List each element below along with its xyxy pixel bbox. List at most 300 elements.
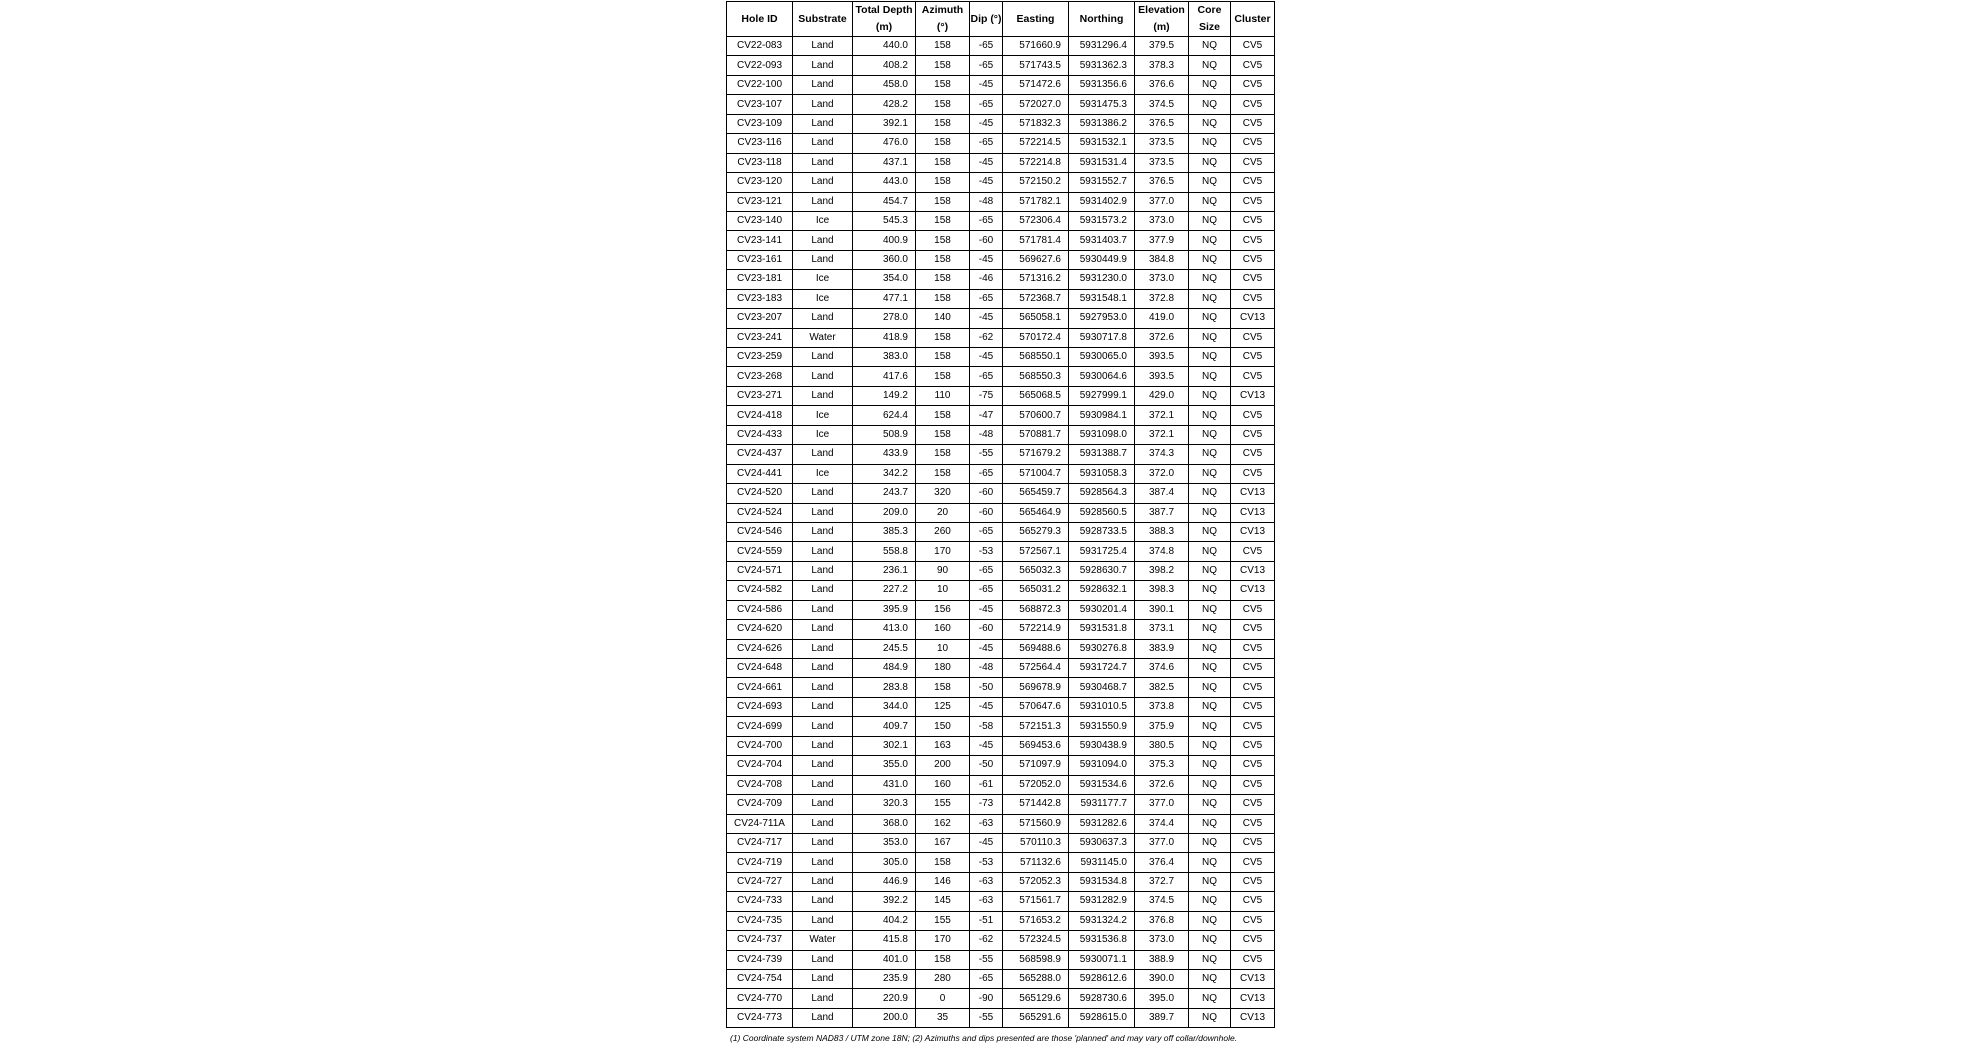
cell-elevation: 372.7 bbox=[1135, 872, 1189, 891]
cell-hole-id: CV24-571 bbox=[727, 561, 793, 580]
cell-northing: 5931724.7 bbox=[1069, 659, 1135, 678]
cell-northing: 5931548.1 bbox=[1069, 289, 1135, 308]
cell-northing: 5930438.9 bbox=[1069, 736, 1135, 755]
cell-azimuth: 158 bbox=[916, 134, 970, 153]
cell-hole-id: CV23-140 bbox=[727, 211, 793, 230]
cell-azimuth: 0 bbox=[916, 989, 970, 1008]
cell-azimuth: 158 bbox=[916, 950, 970, 969]
cell-total-depth: 220.9 bbox=[853, 989, 916, 1008]
cell-easting: 572214.5 bbox=[1003, 134, 1069, 153]
cell-easting: 570600.7 bbox=[1003, 406, 1069, 425]
column-header-hole-id: Hole ID bbox=[727, 2, 793, 37]
table-row bbox=[727, 872, 1275, 891]
cell-northing: 5931296.4 bbox=[1069, 37, 1135, 56]
cell-substrate: Land bbox=[793, 484, 853, 503]
cell-northing: 5931386.2 bbox=[1069, 114, 1135, 133]
cell-hole-id: CV24-735 bbox=[727, 911, 793, 930]
table-row bbox=[727, 270, 1275, 289]
cell-core-size: NQ bbox=[1189, 659, 1231, 678]
cell-hole-id: CV22-093 bbox=[727, 56, 793, 75]
cell-dip: -45 bbox=[970, 75, 1003, 94]
cell-core-size: NQ bbox=[1189, 581, 1231, 600]
cell-easting: 572214.9 bbox=[1003, 620, 1069, 639]
cell-total-depth: 245.5 bbox=[853, 639, 916, 658]
cell-elevation: 376.5 bbox=[1135, 173, 1189, 192]
cell-cluster: CV5 bbox=[1231, 620, 1275, 639]
cell-cluster: CV5 bbox=[1231, 328, 1275, 347]
cell-cluster: CV5 bbox=[1231, 736, 1275, 755]
cell-elevation: 374.4 bbox=[1135, 814, 1189, 833]
cell-northing: 5930064.6 bbox=[1069, 367, 1135, 386]
cell-dip: -47 bbox=[970, 406, 1003, 425]
column-header-cluster: Cluster bbox=[1231, 2, 1275, 37]
cell-core-size: NQ bbox=[1189, 56, 1231, 75]
cell-northing: 5930984.1 bbox=[1069, 406, 1135, 425]
cell-northing: 5928615.0 bbox=[1069, 1008, 1135, 1027]
cell-cluster: CV5 bbox=[1231, 872, 1275, 891]
cell-substrate: Land bbox=[793, 445, 853, 464]
cell-hole-id: CV24-699 bbox=[727, 717, 793, 736]
cell-cluster: CV5 bbox=[1231, 211, 1275, 230]
cell-elevation: 387.4 bbox=[1135, 484, 1189, 503]
cell-substrate: Land bbox=[793, 348, 853, 367]
cell-core-size: NQ bbox=[1189, 367, 1231, 386]
cell-dip: -73 bbox=[970, 795, 1003, 814]
cell-elevation: 377.9 bbox=[1135, 231, 1189, 250]
cell-total-depth: 476.0 bbox=[853, 134, 916, 153]
cell-dip: -60 bbox=[970, 231, 1003, 250]
cell-substrate: Land bbox=[793, 173, 853, 192]
cell-easting: 570172.4 bbox=[1003, 328, 1069, 347]
cell-azimuth: 160 bbox=[916, 620, 970, 639]
cell-elevation: 373.0 bbox=[1135, 270, 1189, 289]
cell-dip: -53 bbox=[970, 853, 1003, 872]
cell-core-size: NQ bbox=[1189, 814, 1231, 833]
cell-substrate: Land bbox=[793, 678, 853, 697]
cell-azimuth: 158 bbox=[916, 425, 970, 444]
table-row bbox=[727, 309, 1275, 328]
table-row bbox=[727, 153, 1275, 172]
cell-northing: 5930449.9 bbox=[1069, 250, 1135, 269]
cell-core-size: NQ bbox=[1189, 386, 1231, 405]
cell-dip: -46 bbox=[970, 270, 1003, 289]
cell-easting: 571743.5 bbox=[1003, 56, 1069, 75]
cell-elevation: 388.9 bbox=[1135, 950, 1189, 969]
cell-hole-id: CV24-727 bbox=[727, 872, 793, 891]
cell-azimuth: 158 bbox=[916, 406, 970, 425]
cell-easting: 569488.6 bbox=[1003, 639, 1069, 658]
cell-easting: 571472.6 bbox=[1003, 75, 1069, 94]
cell-core-size: NQ bbox=[1189, 75, 1231, 94]
cell-total-depth: 385.3 bbox=[853, 522, 916, 541]
cell-core-size: NQ bbox=[1189, 309, 1231, 328]
cell-hole-id: CV23-271 bbox=[727, 386, 793, 405]
cell-dip: -55 bbox=[970, 445, 1003, 464]
cell-total-depth: 404.2 bbox=[853, 911, 916, 930]
cell-total-depth: 149.2 bbox=[853, 386, 916, 405]
cell-substrate: Ice bbox=[793, 406, 853, 425]
cell-core-size: NQ bbox=[1189, 561, 1231, 580]
cell-easting: 571316.2 bbox=[1003, 270, 1069, 289]
cell-azimuth: 260 bbox=[916, 522, 970, 541]
cell-hole-id: CV23-141 bbox=[727, 231, 793, 250]
cell-northing: 5931098.0 bbox=[1069, 425, 1135, 444]
cell-cluster: CV5 bbox=[1231, 853, 1275, 872]
cell-elevation: 379.5 bbox=[1135, 37, 1189, 56]
cell-cluster: CV5 bbox=[1231, 445, 1275, 464]
cell-easting: 572324.5 bbox=[1003, 931, 1069, 950]
table-row bbox=[727, 678, 1275, 697]
cell-core-size: NQ bbox=[1189, 950, 1231, 969]
cell-total-depth: 283.8 bbox=[853, 678, 916, 697]
cell-northing: 5930468.7 bbox=[1069, 678, 1135, 697]
table-row bbox=[727, 717, 1275, 736]
cell-cluster: CV5 bbox=[1231, 464, 1275, 483]
cell-northing: 5927953.0 bbox=[1069, 309, 1135, 328]
cell-cluster: CV13 bbox=[1231, 581, 1275, 600]
cell-dip: -45 bbox=[970, 250, 1003, 269]
cell-core-size: NQ bbox=[1189, 931, 1231, 950]
cell-elevation: 395.0 bbox=[1135, 989, 1189, 1008]
cell-substrate: Water bbox=[793, 931, 853, 950]
table-row bbox=[727, 697, 1275, 716]
cell-substrate: Land bbox=[793, 756, 853, 775]
cell-azimuth: 146 bbox=[916, 872, 970, 891]
cell-northing: 5931550.9 bbox=[1069, 717, 1135, 736]
cell-azimuth: 158 bbox=[916, 328, 970, 347]
cell-elevation: 377.0 bbox=[1135, 192, 1189, 211]
cell-substrate: Land bbox=[793, 542, 853, 561]
table-row bbox=[727, 911, 1275, 930]
cell-total-depth: 428.2 bbox=[853, 95, 916, 114]
cell-hole-id: CV24-739 bbox=[727, 950, 793, 969]
cell-easting: 572052.3 bbox=[1003, 872, 1069, 891]
cell-total-depth: 433.9 bbox=[853, 445, 916, 464]
cell-cluster: CV5 bbox=[1231, 75, 1275, 94]
cell-elevation: 377.0 bbox=[1135, 833, 1189, 852]
cell-core-size: NQ bbox=[1189, 114, 1231, 133]
cell-total-depth: 624.4 bbox=[853, 406, 916, 425]
cell-substrate: Land bbox=[793, 795, 853, 814]
table-row bbox=[727, 37, 1275, 56]
cell-northing: 5931534.6 bbox=[1069, 775, 1135, 794]
cell-dip: -53 bbox=[970, 542, 1003, 561]
cell-hole-id: CV23-241 bbox=[727, 328, 793, 347]
cell-cluster: CV5 bbox=[1231, 250, 1275, 269]
cell-substrate: Land bbox=[793, 95, 853, 114]
cell-dip: -65 bbox=[970, 970, 1003, 989]
cell-northing: 5931552.7 bbox=[1069, 173, 1135, 192]
cell-easting: 568872.3 bbox=[1003, 600, 1069, 619]
cell-dip: -60 bbox=[970, 503, 1003, 522]
cell-substrate: Ice bbox=[793, 425, 853, 444]
cell-elevation: 372.0 bbox=[1135, 464, 1189, 483]
cell-cluster: CV5 bbox=[1231, 775, 1275, 794]
cell-azimuth: 162 bbox=[916, 814, 970, 833]
cell-easting: 568550.1 bbox=[1003, 348, 1069, 367]
table-row bbox=[727, 484, 1275, 503]
cell-cluster: CV13 bbox=[1231, 561, 1275, 580]
cell-core-size: NQ bbox=[1189, 697, 1231, 716]
cell-total-depth: 243.7 bbox=[853, 484, 916, 503]
cell-elevation: 373.1 bbox=[1135, 620, 1189, 639]
cell-core-size: NQ bbox=[1189, 853, 1231, 872]
cell-total-depth: 383.0 bbox=[853, 348, 916, 367]
cell-azimuth: 158 bbox=[916, 56, 970, 75]
cell-cluster: CV5 bbox=[1231, 95, 1275, 114]
cell-easting: 571660.9 bbox=[1003, 37, 1069, 56]
cell-elevation: 373.0 bbox=[1135, 931, 1189, 950]
cell-cluster: CV5 bbox=[1231, 425, 1275, 444]
cell-dip: -63 bbox=[970, 892, 1003, 911]
cell-total-depth: 558.8 bbox=[853, 542, 916, 561]
cell-hole-id: CV24-733 bbox=[727, 892, 793, 911]
cell-dip: -65 bbox=[970, 95, 1003, 114]
cell-northing: 5931532.1 bbox=[1069, 134, 1135, 153]
cell-northing: 5931356.6 bbox=[1069, 75, 1135, 94]
cell-azimuth: 280 bbox=[916, 970, 970, 989]
table-row bbox=[727, 445, 1275, 464]
cell-northing: 5928564.3 bbox=[1069, 484, 1135, 503]
cell-core-size: NQ bbox=[1189, 134, 1231, 153]
cell-substrate: Land bbox=[793, 950, 853, 969]
cell-easting: 572214.8 bbox=[1003, 153, 1069, 172]
cell-hole-id: CV24-700 bbox=[727, 736, 793, 755]
cell-total-depth: 415.8 bbox=[853, 931, 916, 950]
table-row bbox=[727, 406, 1275, 425]
cell-azimuth: 10 bbox=[916, 639, 970, 658]
table-row bbox=[727, 970, 1275, 989]
cell-substrate: Land bbox=[793, 114, 853, 133]
cell-northing: 5928730.6 bbox=[1069, 989, 1135, 1008]
cell-azimuth: 158 bbox=[916, 95, 970, 114]
table-row bbox=[727, 56, 1275, 75]
table-row bbox=[727, 1008, 1275, 1027]
cell-hole-id: CV22-083 bbox=[727, 37, 793, 56]
cell-cluster: CV5 bbox=[1231, 814, 1275, 833]
cell-hole-id: CV24-520 bbox=[727, 484, 793, 503]
cell-core-size: NQ bbox=[1189, 989, 1231, 1008]
cell-northing: 5931177.7 bbox=[1069, 795, 1135, 814]
column-header-total-depth: Total Depth (m) bbox=[853, 2, 916, 37]
cell-hole-id: CV23-161 bbox=[727, 250, 793, 269]
cell-azimuth: 180 bbox=[916, 659, 970, 678]
cell-hole-id: CV24-582 bbox=[727, 581, 793, 600]
cell-cluster: CV13 bbox=[1231, 484, 1275, 503]
table-row bbox=[727, 989, 1275, 1008]
cell-dip: -65 bbox=[970, 561, 1003, 580]
cell-cluster: CV5 bbox=[1231, 717, 1275, 736]
cell-elevation: 389.7 bbox=[1135, 1008, 1189, 1027]
cell-easting: 571004.7 bbox=[1003, 464, 1069, 483]
cell-hole-id: CV24-620 bbox=[727, 620, 793, 639]
cell-hole-id: CV23-207 bbox=[727, 309, 793, 328]
cell-elevation: 390.1 bbox=[1135, 600, 1189, 619]
cell-hole-id: CV24-626 bbox=[727, 639, 793, 658]
cell-azimuth: 160 bbox=[916, 775, 970, 794]
cell-substrate: Ice bbox=[793, 289, 853, 308]
cell-total-depth: 413.0 bbox=[853, 620, 916, 639]
cell-cluster: CV5 bbox=[1231, 639, 1275, 658]
cell-dip: -45 bbox=[970, 600, 1003, 619]
cell-total-depth: 446.9 bbox=[853, 872, 916, 891]
cell-elevation: 372.6 bbox=[1135, 775, 1189, 794]
table-row bbox=[727, 795, 1275, 814]
cell-total-depth: 355.0 bbox=[853, 756, 916, 775]
cell-easting: 565068.5 bbox=[1003, 386, 1069, 405]
cell-northing: 5931531.8 bbox=[1069, 620, 1135, 639]
cell-elevation: 372.1 bbox=[1135, 406, 1189, 425]
cell-substrate: Land bbox=[793, 970, 853, 989]
cell-dip: -63 bbox=[970, 814, 1003, 833]
cell-substrate: Land bbox=[793, 309, 853, 328]
cell-northing: 5930065.0 bbox=[1069, 348, 1135, 367]
cell-core-size: NQ bbox=[1189, 892, 1231, 911]
cell-northing: 5930717.8 bbox=[1069, 328, 1135, 347]
cell-hole-id: CV24-708 bbox=[727, 775, 793, 794]
cell-core-size: NQ bbox=[1189, 348, 1231, 367]
cell-substrate: Land bbox=[793, 250, 853, 269]
cell-elevation: 374.6 bbox=[1135, 659, 1189, 678]
cell-northing: 5931475.3 bbox=[1069, 95, 1135, 114]
cell-cluster: CV5 bbox=[1231, 231, 1275, 250]
cell-northing: 5928612.6 bbox=[1069, 970, 1135, 989]
cell-total-depth: 354.0 bbox=[853, 270, 916, 289]
cell-azimuth: 158 bbox=[916, 211, 970, 230]
cell-easting: 570647.6 bbox=[1003, 697, 1069, 716]
cell-easting: 572052.0 bbox=[1003, 775, 1069, 794]
cell-core-size: NQ bbox=[1189, 522, 1231, 541]
cell-easting: 572564.4 bbox=[1003, 659, 1069, 678]
cell-total-depth: 236.1 bbox=[853, 561, 916, 580]
cell-total-depth: 320.3 bbox=[853, 795, 916, 814]
cell-hole-id: CV24-437 bbox=[727, 445, 793, 464]
cell-core-size: NQ bbox=[1189, 833, 1231, 852]
cell-elevation: 374.5 bbox=[1135, 95, 1189, 114]
cell-easting: 571132.6 bbox=[1003, 853, 1069, 872]
cell-northing: 5931010.5 bbox=[1069, 697, 1135, 716]
cell-hole-id: CV24-524 bbox=[727, 503, 793, 522]
table-row bbox=[727, 950, 1275, 969]
cell-easting: 571832.3 bbox=[1003, 114, 1069, 133]
cell-elevation: 373.0 bbox=[1135, 211, 1189, 230]
cell-substrate: Land bbox=[793, 561, 853, 580]
cell-azimuth: 158 bbox=[916, 75, 970, 94]
cell-easting: 570110.3 bbox=[1003, 833, 1069, 852]
cell-substrate: Land bbox=[793, 1008, 853, 1027]
cell-northing: 5931388.7 bbox=[1069, 445, 1135, 464]
table-header-row bbox=[727, 2, 1275, 37]
cell-core-size: NQ bbox=[1189, 542, 1231, 561]
cell-azimuth: 158 bbox=[916, 173, 970, 192]
cell-dip: -51 bbox=[970, 911, 1003, 930]
cell-substrate: Land bbox=[793, 386, 853, 405]
cell-hole-id: CV23-118 bbox=[727, 153, 793, 172]
cell-northing: 5931362.3 bbox=[1069, 56, 1135, 75]
cell-elevation: 375.3 bbox=[1135, 756, 1189, 775]
cell-northing: 5928560.5 bbox=[1069, 503, 1135, 522]
table-row bbox=[727, 503, 1275, 522]
cell-core-size: NQ bbox=[1189, 425, 1231, 444]
cell-cluster: CV5 bbox=[1231, 931, 1275, 950]
cell-dip: -65 bbox=[970, 134, 1003, 153]
column-header-azimuth: Azimuth (°) bbox=[916, 2, 970, 37]
cell-elevation: 374.5 bbox=[1135, 892, 1189, 911]
cell-core-size: NQ bbox=[1189, 872, 1231, 891]
cell-cluster: CV5 bbox=[1231, 950, 1275, 969]
cell-dip: -45 bbox=[970, 348, 1003, 367]
cell-azimuth: 150 bbox=[916, 717, 970, 736]
cell-dip: -65 bbox=[970, 289, 1003, 308]
cell-substrate: Land bbox=[793, 639, 853, 658]
cell-azimuth: 158 bbox=[916, 853, 970, 872]
cell-total-depth: 431.0 bbox=[853, 775, 916, 794]
cell-substrate: Water bbox=[793, 328, 853, 347]
cell-substrate: Land bbox=[793, 853, 853, 872]
cell-northing: 5931725.4 bbox=[1069, 542, 1135, 561]
cell-total-depth: 302.1 bbox=[853, 736, 916, 755]
cell-total-depth: 458.0 bbox=[853, 75, 916, 94]
cell-total-depth: 209.0 bbox=[853, 503, 916, 522]
cell-substrate: Land bbox=[793, 872, 853, 891]
cell-dip: -61 bbox=[970, 775, 1003, 794]
table-row bbox=[727, 931, 1275, 950]
cell-elevation: 429.0 bbox=[1135, 386, 1189, 405]
cell-northing: 5931094.0 bbox=[1069, 756, 1135, 775]
cell-northing: 5928630.7 bbox=[1069, 561, 1135, 580]
cell-hole-id: CV24-441 bbox=[727, 464, 793, 483]
table-row bbox=[727, 348, 1275, 367]
cell-azimuth: 155 bbox=[916, 911, 970, 930]
cell-easting: 565032.3 bbox=[1003, 561, 1069, 580]
cell-hole-id: CV23-183 bbox=[727, 289, 793, 308]
cell-total-depth: 305.0 bbox=[853, 853, 916, 872]
table-row bbox=[727, 756, 1275, 775]
cell-cluster: CV13 bbox=[1231, 503, 1275, 522]
table-row bbox=[727, 736, 1275, 755]
cell-azimuth: 20 bbox=[916, 503, 970, 522]
cell-dip: -60 bbox=[970, 484, 1003, 503]
cell-cluster: CV13 bbox=[1231, 309, 1275, 328]
cell-elevation: 374.3 bbox=[1135, 445, 1189, 464]
cell-elevation: 373.8 bbox=[1135, 697, 1189, 716]
cell-hole-id: CV24-546 bbox=[727, 522, 793, 541]
cell-core-size: NQ bbox=[1189, 600, 1231, 619]
cell-northing: 5930637.3 bbox=[1069, 833, 1135, 852]
cell-easting: 572306.4 bbox=[1003, 211, 1069, 230]
cell-northing: 5930276.8 bbox=[1069, 639, 1135, 658]
cell-elevation: 377.0 bbox=[1135, 795, 1189, 814]
cell-hole-id: CV24-709 bbox=[727, 795, 793, 814]
cell-cluster: CV5 bbox=[1231, 270, 1275, 289]
table-row bbox=[727, 464, 1275, 483]
cell-hole-id: CV24-737 bbox=[727, 931, 793, 950]
cell-total-depth: 508.9 bbox=[853, 425, 916, 444]
cell-core-size: NQ bbox=[1189, 736, 1231, 755]
cell-dip: -45 bbox=[970, 697, 1003, 716]
cell-azimuth: 125 bbox=[916, 697, 970, 716]
cell-azimuth: 158 bbox=[916, 231, 970, 250]
cell-hole-id: CV24-704 bbox=[727, 756, 793, 775]
cell-substrate: Land bbox=[793, 911, 853, 930]
cell-core-size: NQ bbox=[1189, 406, 1231, 425]
cell-dip: -65 bbox=[970, 464, 1003, 483]
table-row bbox=[727, 639, 1275, 658]
cell-cluster: CV5 bbox=[1231, 192, 1275, 211]
cell-cluster: CV5 bbox=[1231, 756, 1275, 775]
cell-core-size: NQ bbox=[1189, 95, 1231, 114]
cell-azimuth: 158 bbox=[916, 192, 970, 211]
